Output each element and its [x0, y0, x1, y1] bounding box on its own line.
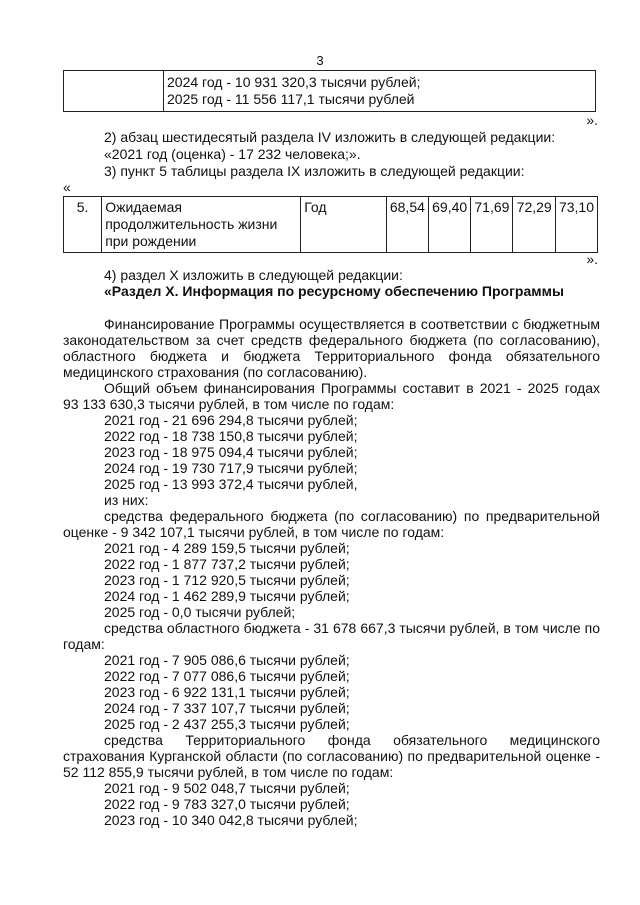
table-cell	[64, 71, 164, 112]
table-row	[64, 71, 596, 112]
year-line: 2022 год - 7 077 086,6 тысячи рублей;	[104, 668, 350, 684]
text-line: областного бюджета и бюджета Территориального фонда обязательного	[63, 348, 600, 364]
unit-cell: Год	[301, 197, 386, 253]
value-cell: 68,54	[386, 197, 428, 253]
text-line: 52 112 855,9 тысячи рублей, в том числе по годам:	[63, 764, 394, 780]
year-line: 2022 год - 9 783 327,0 тысячи рублей;	[104, 796, 350, 812]
value-cell: 71,69	[471, 197, 513, 253]
table-row5	[63, 196, 598, 253]
year-line: 2024 год - 19 730 717,9 тысячи рублей;	[104, 460, 358, 476]
table-row	[64, 197, 598, 253]
paragraph: 4) раздел X изложить в следующей редакции:	[104, 267, 403, 283]
text-line: страхования Курганской области (по согласованию) по предварительной оценке -	[63, 748, 600, 764]
closing-quote: ».	[586, 251, 598, 267]
year-line: 2021 год - 7 905 086,6 тысячи рублей;	[104, 652, 350, 668]
text-line: средства областного бюджета - 31 678 667,3 тысячи рублей, в том числе по	[104, 620, 600, 636]
text-line: законодательством за счет средств федерального бюджета (по согласованию),	[63, 332, 600, 348]
table-top	[63, 70, 596, 112]
value-cell: 72,29	[513, 197, 555, 253]
table-cell	[164, 71, 596, 112]
row-number: 5.	[64, 197, 102, 253]
text-line: медицинского страхования (по согласованию).	[63, 364, 368, 380]
year-line: 2023 год - 18 975 094,4 тысячи рублей;	[104, 444, 358, 460]
text-line: из них:	[104, 492, 149, 508]
text-line: средства Территориального фонда обязательного медицинского	[104, 732, 600, 748]
year-line: 2024 год - 1 462 289,9 тысячи рублей;	[104, 588, 350, 604]
text-line: годам:	[63, 636, 105, 652]
value-cell: 73,10	[555, 197, 597, 253]
page-number: 3	[316, 53, 324, 68]
year-line: 2021 год - 21 696 294,8 тысячи рублей;	[104, 412, 358, 428]
closing-quote: ».	[586, 112, 598, 128]
paragraph: 3) пункт 5 таблицы раздела IX изложить в следующей редакции:	[104, 163, 525, 179]
year-line: 2023 год - 10 340 042,8 тысячи рублей;	[104, 812, 358, 828]
text-line: оценке - 9 342 107,1 тысячи рублей, в том числе по годам:	[63, 524, 445, 540]
year-line: 2025 год - 2 437 255,3 тысячи рублей;	[104, 716, 350, 732]
table-line: 2025 год - 11 556 117,1 тысячи рублей	[167, 91, 415, 107]
year-line: 2025 год - 0,0 тысячи рублей;	[104, 604, 296, 620]
indicator-name: Ожидаемая продолжительность жизни при рождении	[102, 197, 301, 253]
text-line: средства федерального бюджета (по согласованию) по предварительной	[104, 508, 600, 524]
year-line: 2024 год - 7 337 107,7 тысячи рублей;	[104, 700, 350, 716]
paragraph: 2) абзац шестидесятый раздела IV изложить в следующей редакции:	[104, 129, 556, 145]
year-line: 2025 год - 13 993 372,4 тысячи рублей,	[104, 476, 358, 492]
text-line: Общий объем финансирования Программы составит в 2021 - 2025 годах	[104, 380, 600, 396]
table-line: 2024 год - 10 931 320,3 тысячи рублей;	[167, 74, 421, 90]
section-heading: «Раздел X. Информация по ресурсному обеспечению Программы	[104, 283, 564, 299]
year-line: 2022 год - 18 738 150,8 тысячи рублей;	[104, 428, 358, 444]
year-line: 2021 год - 4 289 159,5 тысячи рублей;	[104, 540, 350, 556]
text-line: Финансирование Программы осуществляется в соответствии с бюджетным	[104, 316, 600, 332]
text-line: 93 133 630,3 тысячи рублей, в том числе по годам:	[63, 396, 395, 412]
year-line: 2021 год - 9 502 048,7 тысячи рублей;	[104, 780, 350, 796]
open-quote: «	[63, 179, 71, 195]
year-line: 2023 год - 6 922 131,1 тысячи рублей;	[104, 684, 350, 700]
year-line: 2023 год - 1 712 920,5 тысячи рублей;	[104, 572, 350, 588]
year-line: 2022 год - 1 877 737,2 тысячи рублей;	[104, 556, 350, 572]
value-cell: 69,40	[428, 197, 470, 253]
paragraph: «2021 год (оценка) - 17 232 человека;».	[104, 146, 361, 162]
